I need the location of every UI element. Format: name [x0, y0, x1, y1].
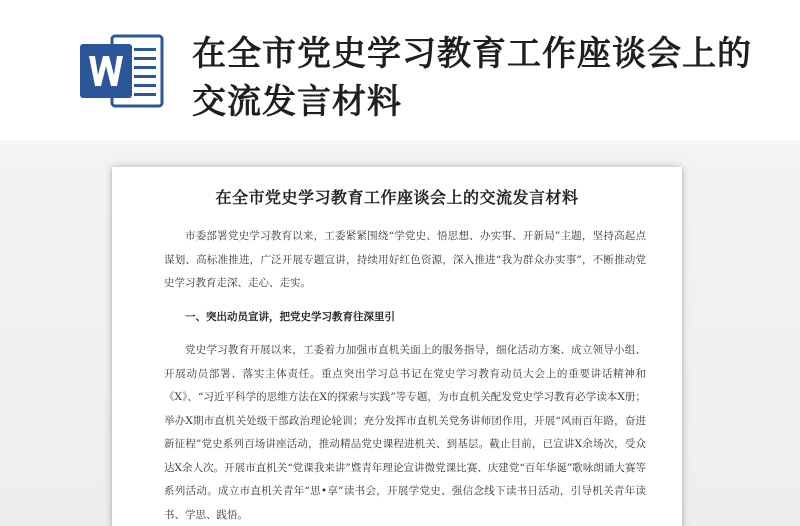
document-body	[164, 225, 646, 526]
section-heading: 一、突出动员宣讲，把党史学习教育往深里引	[185, 310, 395, 323]
document-title: 在全市党史学习教育工作座谈会上的交流发言材料	[215, 188, 579, 207]
word-icon	[78, 32, 164, 110]
document-paragraph: 市委部署党史学习教育以来，工委紧紧围绕“学党史、悟思想、办实事、开新局”主题，坚持高起点谋划、高标准推进，广泛开展专题宣讲，持续用好红色资源，深入推进“我为群众办实事”，不断推动党史学习教育走深、走心、走实。	[164, 230, 646, 289]
document-page	[112, 167, 682, 526]
header-title: 在全市党史学习教育工作座谈会上的交流发言材料	[192, 34, 752, 122]
header	[0, 0, 800, 140]
document-paragraph: 党史学习教育开展以来，工委着力加强市直机关面上的服务指导，细化活动方案、成立领导小组、开展动员部署、落实主体责任。重点突出学习总书记在党史学习教育动员大会上的重要讲话精神和《X》、“习近平科学的思维方法在X的探索与实践”等专题，为市直机关配发党史学习教育必学读本X册；举办X期市直机关处级干部政治理论轮训；充分发挥市直机关党务讲师团作用，开展“风雨百年路，奋进新征程”党史系列百场讲座活动，推动精品党史课程进机关、到基层。截止目前，已宣讲X余场次，受众达X余人次。开展市直机关“党课我来讲”暨青年理论宣讲微党课比赛、庆建党“百年华诞”歌咏朗诵大赛等系列活动。成立市直机关青年“思•享”读书会，开展学党史、强信念线下读书日活动，引导机关青年读书、学思、践悟。	[164, 344, 646, 521]
